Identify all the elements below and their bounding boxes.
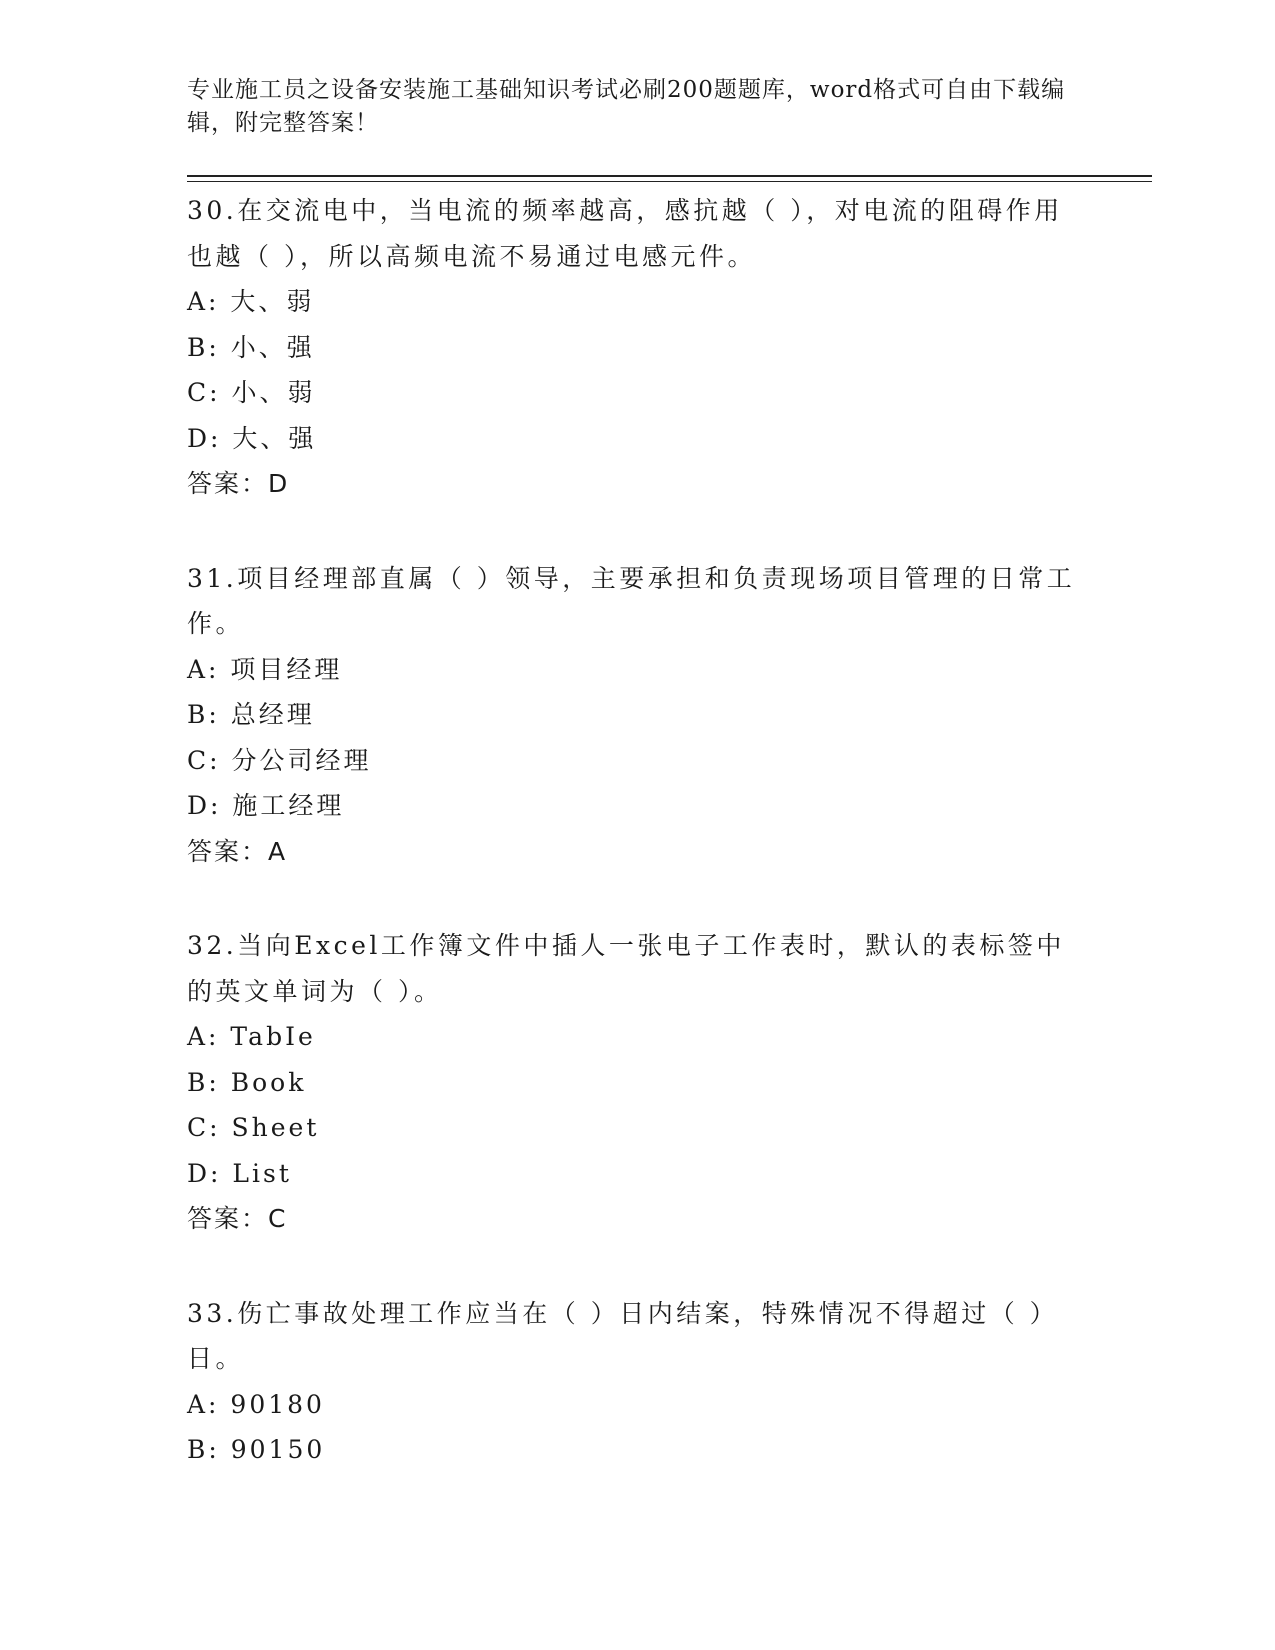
option-a: A: 大、弱 [187,287,315,316]
option-a: A: TabIe [187,1022,316,1051]
answer-line: 答案：D [187,469,290,498]
option-d: D: 施工经理 [187,791,345,820]
question-31 [187,556,1087,875]
option-a: A: 90180 [187,1389,325,1419]
question-list [187,188,1087,1522]
option-b: B: Book [187,1067,307,1097]
option-b: B: 90150 [187,1435,326,1464]
header-title: 专业施工员之设备安装施工基础知识考试必刷200题题库，word格式可自由下载编辑，附完整答案！ [187,77,1066,136]
question-stem: 30.在交流电中，当电流的频率越高，感抗越（ ），对电流的阻碍作用也越（ ），所以高频电流不易通过电感元件。 [187,196,1063,271]
question-32 [187,923,1087,1242]
document-header [187,74,1067,140]
answer-line: 答案：A [187,836,288,866]
option-c: C: 分公司经理 [187,745,372,775]
answer-line: 答案：C [187,1204,288,1233]
question-stem: 31.项目经理部直属（ ）领导，主要承担和负责现场项目管理的日常工作。 [187,563,1076,638]
header-divider-thick [187,175,1152,177]
option-c: C: 小、弱 [187,378,316,407]
option-b: B: 总经理 [187,700,315,729]
question-30 [187,188,1087,507]
question-33 [187,1291,1087,1473]
header-divider-thin [187,181,1152,182]
question-stem: 32.当向Excel工作簿文件中插人一张电子工作表时，默认的表标签中的英文单词为（ ）。 [187,931,1065,1006]
option-d: D: List [187,1158,292,1188]
option-b: B: 小、强 [187,332,315,362]
option-d: D: 大、强 [187,423,317,453]
option-a: A: 项目经理 [187,654,343,684]
option-c: C: Sheet [187,1113,320,1142]
question-stem: 33.伤亡事故处理工作应当在（ ）日内结案，特殊情况不得超过（ ）日。 [187,1298,1059,1373]
